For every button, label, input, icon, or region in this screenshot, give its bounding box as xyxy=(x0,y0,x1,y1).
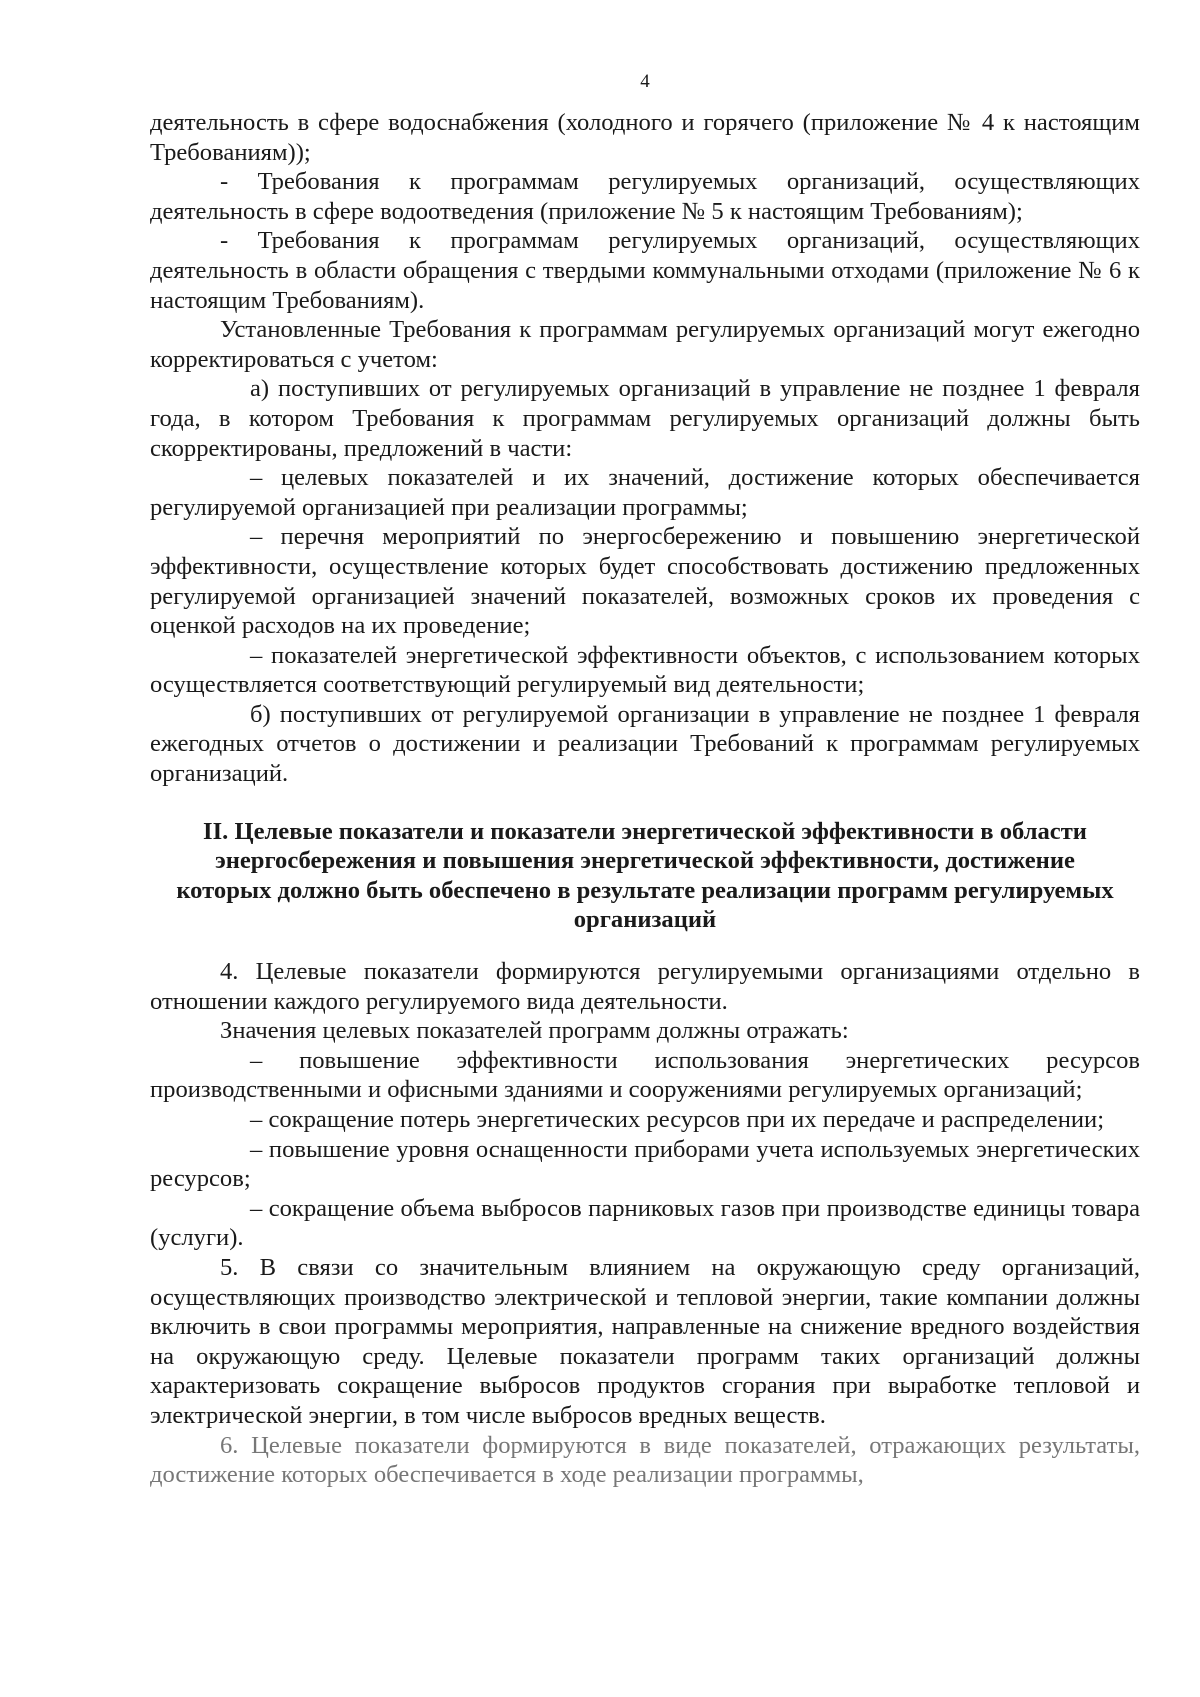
list-item-measures-list: – перечня мероприятий по энергосбережению и повышению энергетической эффективности, осуществление которых будет способствовать достижению предложенных регулируемой организацией значений показателей, возможных сроков их проведения с оценкой расходов на их проведение; xyxy=(150,523,1140,640)
paragraph-annual-correction: Установленные Требования к программам регулируемых организаций могут ежегодно корректироваться с учетом: xyxy=(150,316,1140,373)
list-item-greenhouse-gases: – сокращение объема выбросов парниковых газов при производстве единицы товара (услуги). xyxy=(150,1194,1140,1252)
list-item-resource-efficiency: – повышение эффективности использования энергетических ресурсов производственными и офисными зданиями и сооружениями регулируемых организаций; xyxy=(150,1046,1140,1104)
list-item-a-proposals: а) поступивших от регулируемых организаций в управление не позднее 1 февраля года, в котором Требования к программам регулируемых организаций должны быть скорректированы, предложений в части: xyxy=(150,375,1140,462)
paragraph-5-environment: 5. В связи со значительным влиянием на окружающую среду организаций, осуществляющих производство электрической и тепловой энергии, такие компании должны включить в свои программы мероприятия, направленные на снижение вредного воздействия на окружающую среду. Целевые показатели программ таких организаций должны характеризовать сокращение выбросов продуктов сгорания при выработке тепловой и электрической энергии, в том числе выбросов вредных веществ. xyxy=(150,1253,1140,1429)
paragraph-values-reflect: Значения целевых показателей программ должны отражать: xyxy=(220,1017,849,1045)
list-item-efficiency-indicators: – показателей энергетической эффективности объектов, с использованием которых осуществляется соответствующий регулируемый вид деятельности; xyxy=(150,641,1140,699)
list-item-b-reports: б) поступивших от регулируемой организации в управление не позднее 1 февраля ежегодных отчетов о достижении и реализации Требований к программам регулируемых организаций. xyxy=(150,700,1140,788)
list-item-waste-requirements: - Требования к программам регулируемых организаций, осуществляющих деятельность в области обращения с твердыми коммунальными отходами (приложение № 6 к настоящим Требованиям). xyxy=(150,227,1140,314)
section-heading-ii: II. Целевые показатели и показатели энергетической эффективности в области энергосбережения и повышения энергетической эффективности, достижение которых должно быть обеспечено в результате реализации программ регулируемых организаций xyxy=(176,817,1114,934)
document-page xyxy=(150,70,1140,1490)
page-number: 4 xyxy=(640,71,650,92)
paragraph-4-target-indicators: 4. Целевые показатели формируются регулируемыми организациями отдельно в отношении каждого регулируемого вида деятельности. xyxy=(150,958,1140,1015)
list-item-metering: – повышение уровня оснащенности приборами учета используемых энергетических ресурсов; xyxy=(150,1135,1140,1193)
paragraph-6-indicators: 6. Целевые показатели формируются в виде показателей, отражающих результаты, достижение которых обеспечивается в ходе реализации программы, xyxy=(150,1431,1140,1489)
list-item-loss-reduction: – сокращение потерь энергетических ресурсов при их передаче и распределении; xyxy=(250,1106,1105,1133)
list-item-target-indicators: – целевых показателей и их значений, достижение которых обеспечивается регулируемой организацией при реализации программы; xyxy=(150,464,1140,521)
paragraph-water-supply-continuation: деятельность в сфере водоснабжения (холодного и горячего (приложение № 4 к настоящим Требованиям)); xyxy=(150,109,1140,166)
list-item-drainage-requirements: - Требования к программам регулируемых организаций, осуществляющих деятельность в сфере водоотведения (приложение № 5 к настоящим Требованиям); xyxy=(150,168,1140,225)
